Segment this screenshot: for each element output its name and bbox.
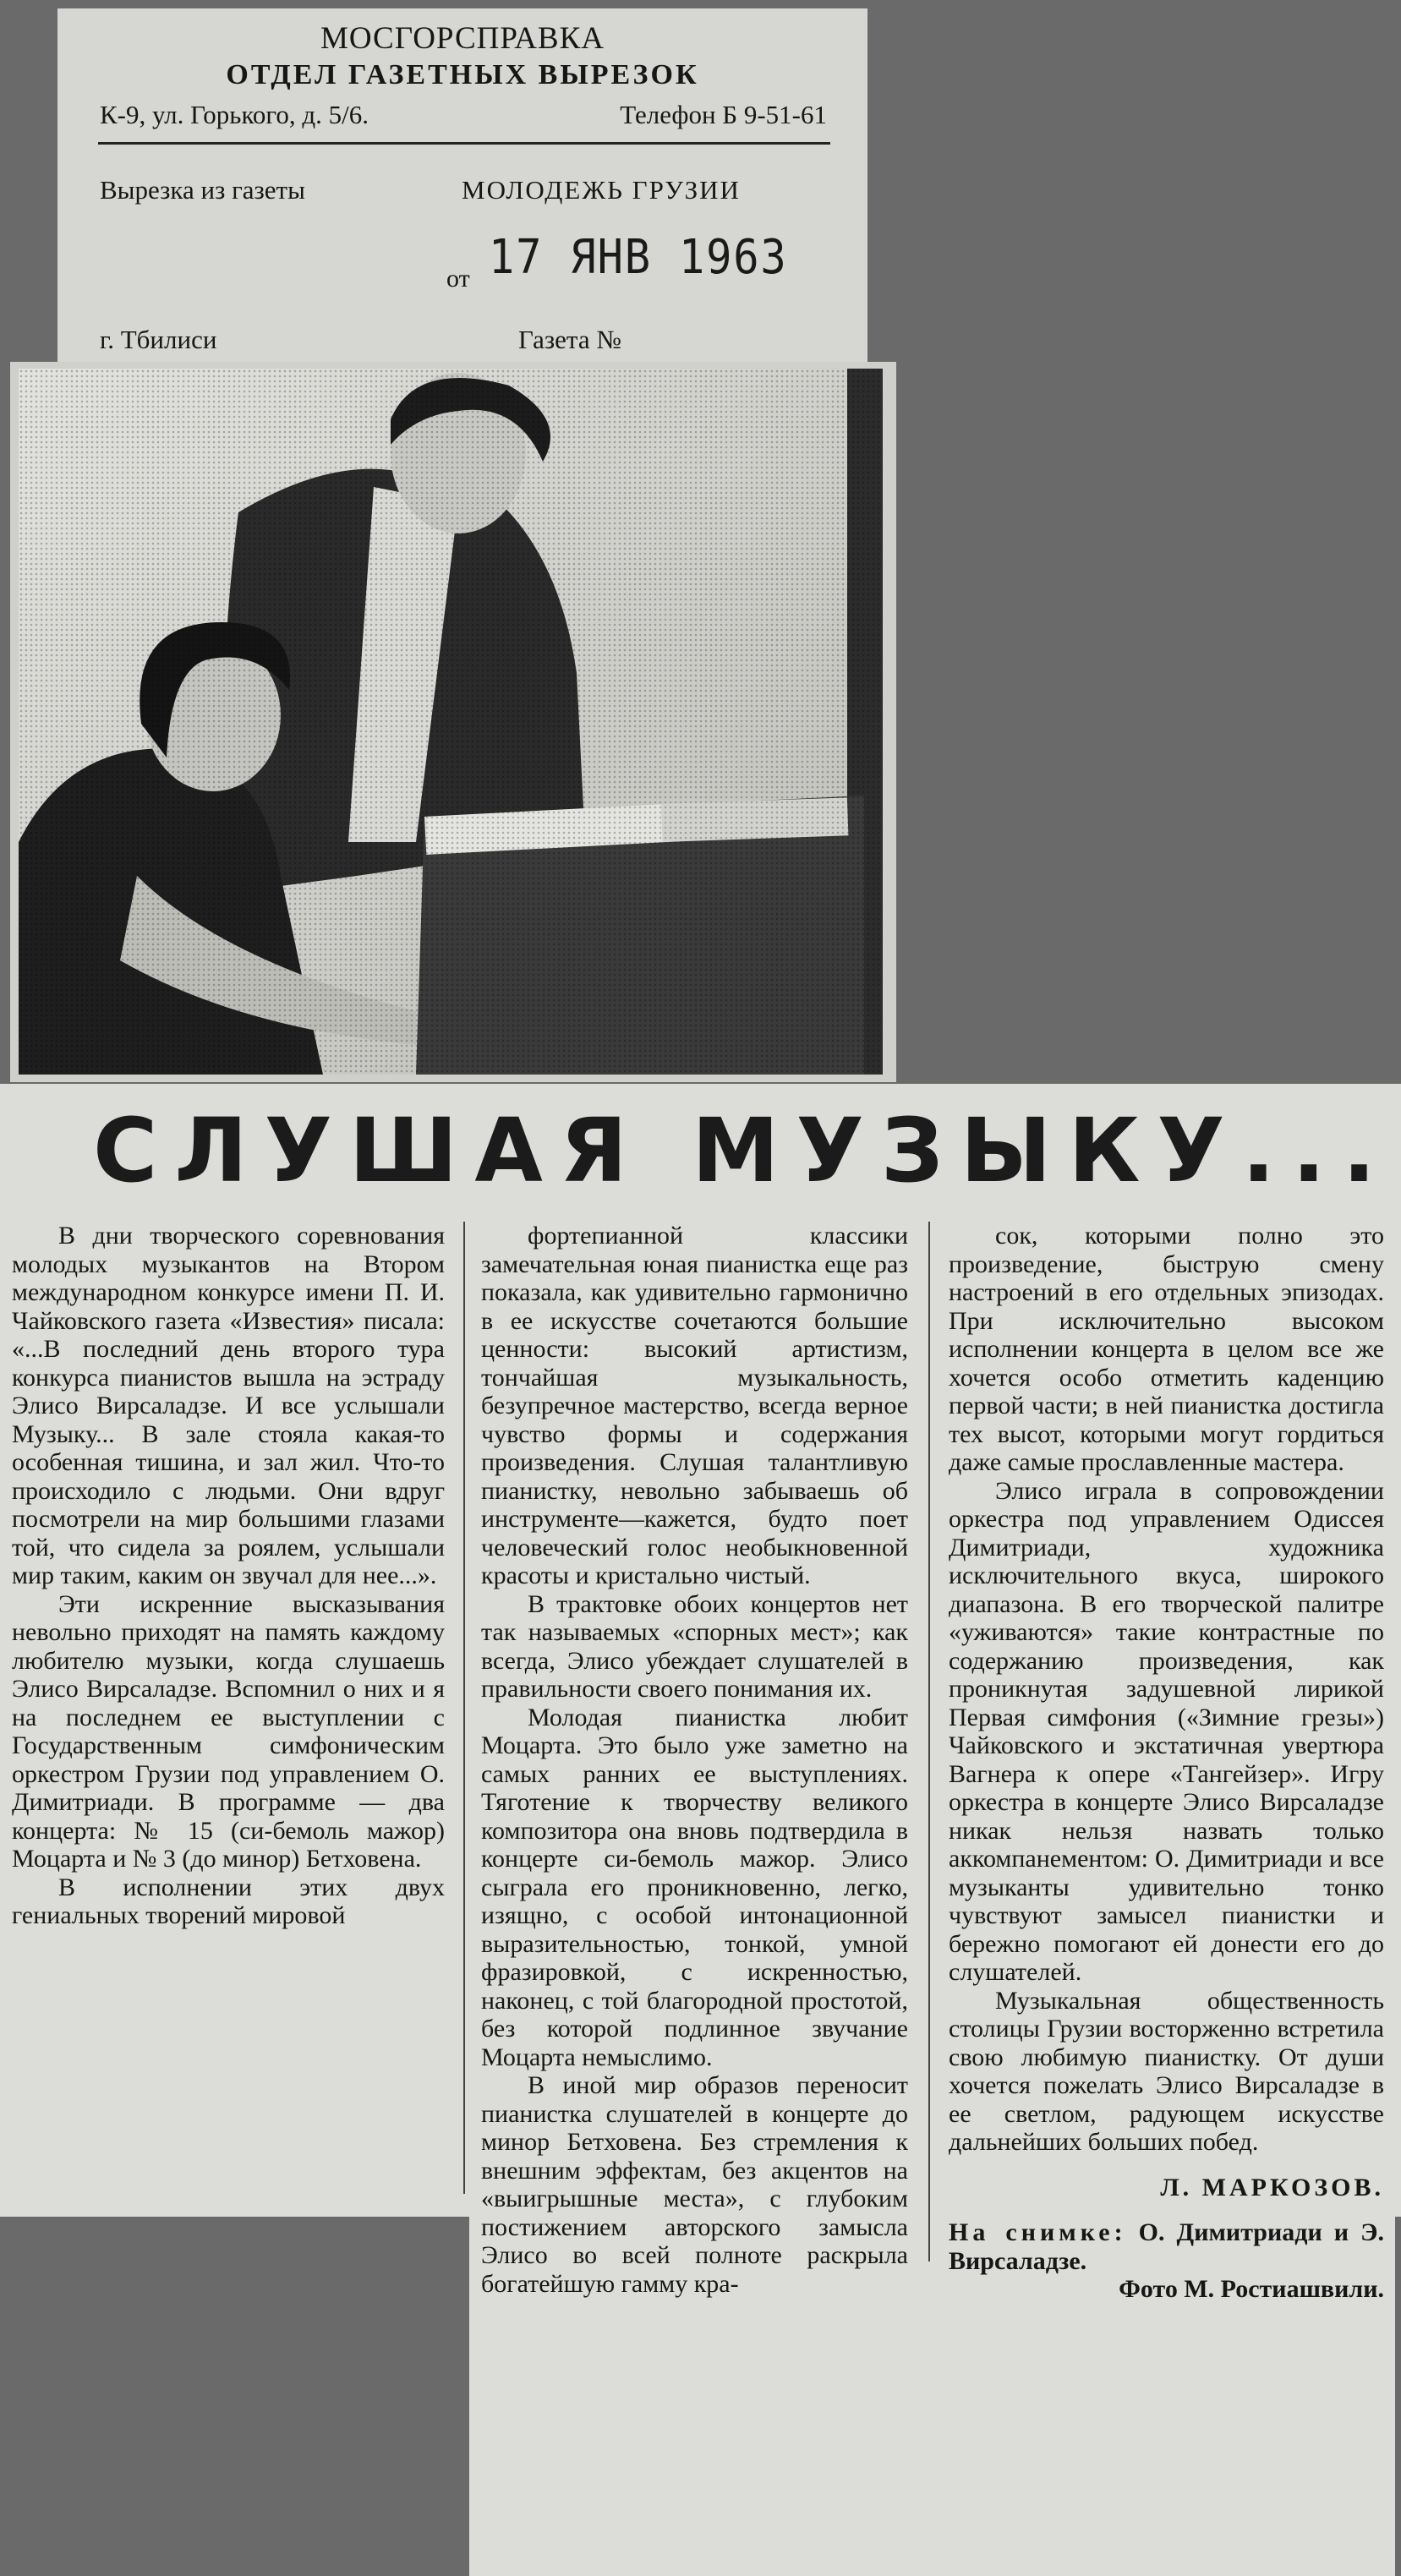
- cut-label: Вырезка из газеты: [100, 175, 305, 205]
- paragraph: В исполнении этих двух гениальных творений мировой: [12, 1873, 445, 1929]
- clipping-stamp: [57, 8, 867, 362]
- city-label: г. Тбилиси: [100, 325, 217, 354]
- article-column-1: [12, 1222, 445, 1930]
- caption-text: О. Димитриади и Э. Вирсаладзе.: [949, 2218, 1385, 2275]
- paragraph: В трактовке обоих концертов нет так называемых «спорных мест»; как всегда, Элисо убеждает слушателей в правильности своего понимания их.: [481, 1589, 908, 1703]
- newspaper-photo: [19, 369, 883, 1075]
- paragraph: фортепианной классики замечательная юная пианистка еще раз показала, как удивительно гармонично в ее искусстве сочетаются большие ценности: высокий артистизм, тончайшая музыкальность, безупречное мастерство, всегда верное чувство формы и содержания произведения. Слушая талантливую пианистку, невольно забываешь об инструменте—кажется, будто поет человеческий голос необыкновенной красоты и кристально чистый.: [481, 1222, 908, 1589]
- column-rule: [928, 1222, 930, 2262]
- photo-caption: [949, 2218, 1384, 2275]
- date-prefix: от: [446, 265, 470, 293]
- agency-name: МОСГОРСПРАВКА: [320, 21, 605, 56]
- column-rule: [463, 1222, 465, 2194]
- department-name: ОТДЕЛ ГАЗЕТНЫХ ВЫРЕЗОК: [226, 59, 699, 90]
- agency-phone: Телефон Б 9-51-61: [620, 100, 827, 129]
- photo-frame: [10, 362, 896, 1082]
- paragraph: сок, которыми полно это произведение, быструю смену настроений в его отдельных эпизодах. При исключительно высоком исполнении концерта в целом все же хочется особо отметить каденцию первой части; в ней пианистка достигла тех высот, которыми могут гордиться даже самые прославленные мастера.: [949, 1222, 1384, 1476]
- stamp-divider: [98, 142, 830, 145]
- article-column-3: [949, 1222, 1384, 2304]
- paragraph: Музыкальная общественность столицы Грузии восторженно встретила свою любимую пианистку. От души хочется пожелать Элисо Вирсаладзе в ее светлом, радующем искусстве дальнейших больших побед.: [949, 1986, 1384, 2156]
- paragraph: В дни творческого соревнования молодых музыкантов на Втором международном конкурсе имени П. И. Чайковского газета «Известия» писала: «...В последний день второго тура конкурса пианистов вышла на эстраду Элисо Вирсаладзе. И все услышали Музыку... В зале стояла какая-то особенная тишина, и зал жил. Что-то происходило с людьми. Они вдруг посмотрели на мир большими глазами той, что сидела за роялем, услышали мир таким, каким он звучал для нее...».: [12, 1222, 445, 1589]
- agency-address: К-9, ул. Горького, д. 5/6.: [100, 100, 369, 129]
- paragraph: Молодая пианистка любит Моцарта. Это было уже заметно на самых ранних ее выступлениях. Тяготение к творчеству великого композитора она вновь подтвердила в концерте си-бемоль мажор. Элисо сыграла его проникновенно, легко, изящно, с особой интонационной выразительностью, тонкой, умной фразировкой, с искренностью, наконец, с той благородной простотой, без которой подлинное звучание Моцарта немыслимо.: [481, 1703, 908, 2071]
- author-signature: Л. МАРКОЗОВ.: [1160, 2173, 1384, 2201]
- gazeta-number-label: Газета №: [518, 325, 621, 354]
- caption-label: На снимке:: [949, 2218, 1127, 2246]
- article-column-2: [481, 1222, 908, 2298]
- paragraph: Элисо играла в сопровождении оркестра под управлением Одиссея Димитриади, художника исключительного вкуса, широкого диапазона. В его творческой палитре «уживаются» такие контрастные по содержанию произведения, как проникнутая задушевной лирикой Первая симфония («Зимние грезы») Чайковского и экстатичная увертюра Вагнера к опере «Тангейзер». Игру оркестра в концерте Элисо Вирсаладзе никак нельзя назвать только аккомпанементом: О. Димитриади и все музыканты удивительно тонко чувствуют замысел пианистки и бережно помогают ей донести его до слушателей.: [949, 1476, 1384, 1986]
- article-headline: СЛУШАЯ МУЗЫКУ...: [93, 1099, 1393, 1202]
- paragraph: Эти искренние высказывания невольно приходят на память каждому любителю музыки, когда слушаешь Элисо Вирсаладзе. Вспомнил о них и я на последнем ее выступлении с Государственным симфоническим оркестром Грузии под управлением О. Димитриади. В программе — два концерта: № 15 (си-бемоль мажор) Моцарта и № 3 (до минор) Бетховена.: [12, 1589, 445, 1873]
- newspaper-name: МОЛОДЕЖЬ ГРУЗИИ: [462, 175, 741, 205]
- date-stamp: 17 ЯНВ 1963: [489, 230, 788, 285]
- photo-credit: Фото М. Ростиашвили.: [1119, 2275, 1384, 2303]
- paragraph: В иной мир образов переносит пианистка слушателей в концерте до минор Бетховена. Без стремления к внешним эффектам, без акцентов на «выигрышные места», с глубоким постижением авторского замысла Элисо во всей полноте раскрыла богатейшую гамму кра-: [481, 2071, 908, 2298]
